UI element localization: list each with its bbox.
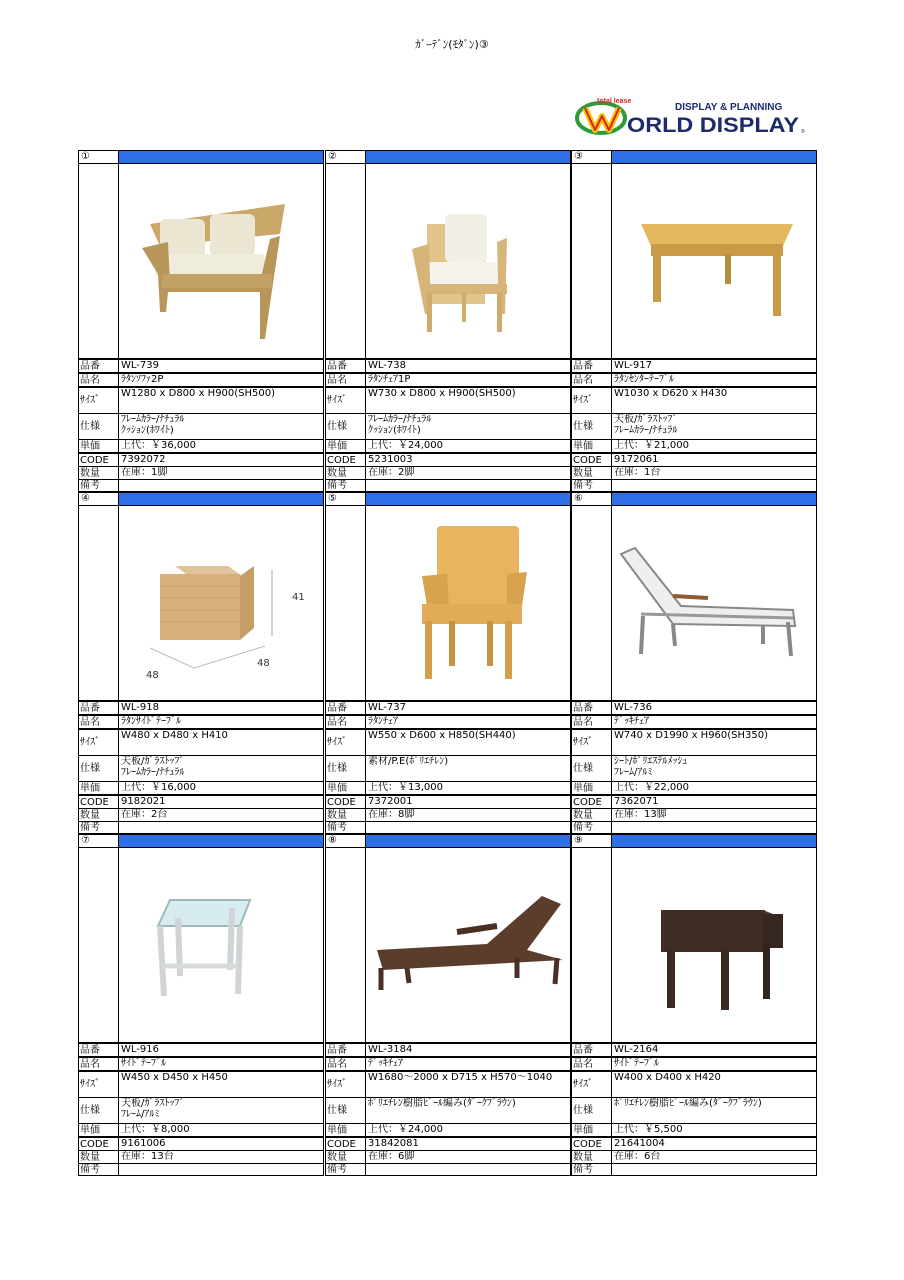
label-code: 品番 xyxy=(571,701,612,715)
value-note xyxy=(611,479,817,492)
label-size: ｻｲｽﾞ xyxy=(78,387,119,414)
image-margin-cell xyxy=(325,847,366,1043)
label-price: 単価 xyxy=(78,1123,119,1137)
label-barcode: CODE xyxy=(571,453,612,467)
value-spec: 天板/ｶﾞﾗｽﾄｯﾌﾟ ﾌﾚｰﾑｶﾗｰ/ﾅﾁｭﾗﾙ xyxy=(118,755,324,782)
label-spec: 仕様 xyxy=(325,413,366,440)
value-note xyxy=(611,1163,817,1176)
label-spec: 仕様 xyxy=(571,413,612,440)
header-bar xyxy=(365,834,571,848)
value-barcode: 9182021 xyxy=(118,795,324,809)
value-spec: ｼｰﾄ/ﾎﾟﾘｴｽﾃﾙﾒｯｼｭ ﾌﾚｰﾑ/ｱﾙﾐ xyxy=(611,755,817,782)
value-price: 上代：￥13,000 xyxy=(365,781,571,795)
product-card xyxy=(78,834,324,1176)
value-note xyxy=(611,821,817,834)
label-spec: 仕様 xyxy=(325,755,366,782)
label-size: ｻｲｽﾞ xyxy=(571,387,612,414)
rattan-chair-icon xyxy=(367,506,571,700)
header-bar xyxy=(365,150,571,164)
label-note: 備考 xyxy=(325,821,366,834)
label-qty: 数量 xyxy=(571,1150,612,1164)
value-barcode: 31842081 xyxy=(365,1137,571,1151)
value-qty: 在庫：13台 xyxy=(118,1150,324,1164)
header-bar xyxy=(118,150,324,164)
label-name: 品名 xyxy=(325,373,366,387)
label-note: 備考 xyxy=(571,1163,612,1176)
label-size: ｻｲｽﾞ xyxy=(325,1071,366,1098)
label-spec: 仕様 xyxy=(325,1097,366,1124)
label-name: 品名 xyxy=(571,373,612,387)
header-bar xyxy=(118,492,324,506)
value-spec: 天板/ｶﾞﾗｽﾄｯﾌﾟ ﾌﾚｰﾑｶﾗｰ/ﾅﾁｭﾗﾙ xyxy=(611,413,817,440)
value-qty: 在庫：6脚 xyxy=(365,1150,571,1164)
value-barcode: 7392072 xyxy=(118,453,324,467)
value-qty: 在庫：2脚 xyxy=(365,466,571,480)
logo-name: ORLD DISPLAY xyxy=(627,114,799,137)
value-spec: ﾌﾚｰﾑｶﾗｰ/ﾅﾁｭﾗﾙ ｸｯｼｮﾝ(ﾎﾜｲﾄ) xyxy=(118,413,324,440)
value-code: WL-916 xyxy=(118,1043,324,1057)
label-price: 単価 xyxy=(325,439,366,453)
label-size: ｻｲｽﾞ xyxy=(325,729,366,756)
label-price: 単価 xyxy=(571,439,612,453)
label-code: 品番 xyxy=(571,359,612,373)
image-margin-cell xyxy=(325,163,366,359)
image-margin-cell xyxy=(571,163,612,359)
item-number: ③ xyxy=(571,150,612,164)
item-number: ⑨ xyxy=(571,834,612,848)
label-name: 品名 xyxy=(78,715,119,729)
value-size: W450 x D450 x H450 xyxy=(118,1071,324,1098)
label-price: 単価 xyxy=(325,781,366,795)
value-name: ﾗﾀﾝﾁｪｱ xyxy=(365,715,571,729)
value-spec: 天板/ｶﾞﾗｽﾄｯﾌﾟ ﾌﾚｰﾑ/ｱﾙﾐ xyxy=(118,1097,324,1124)
product-card xyxy=(325,150,571,492)
label-note: 備考 xyxy=(571,821,612,834)
item-number: ⑧ xyxy=(325,834,366,848)
value-barcode: 21641004 xyxy=(611,1137,817,1151)
label-size: ｻｲｽﾞ xyxy=(78,729,119,756)
value-note xyxy=(118,821,324,834)
value-price: 上代：￥8,000 xyxy=(118,1123,324,1137)
label-price: 単価 xyxy=(78,439,119,453)
label-name: 品名 xyxy=(325,715,366,729)
value-code: WL-917 xyxy=(611,359,817,373)
value-name: ﾃﾞｯｷﾁｪｱ xyxy=(365,1057,571,1071)
label-size: ｻｲｽﾞ xyxy=(571,1071,612,1098)
value-price: 上代：￥24,000 xyxy=(365,439,571,453)
label-price: 単価 xyxy=(571,781,612,795)
mesh-lounger-icon xyxy=(613,506,817,700)
svg-text:48: 48 xyxy=(146,670,159,681)
value-barcode: 9172061 xyxy=(611,453,817,467)
label-spec: 仕様 xyxy=(78,755,119,782)
value-price: 上代：￥36,000 xyxy=(118,439,324,453)
value-code: WL-918 xyxy=(118,701,324,715)
rattan-sofa-icon xyxy=(120,164,324,358)
value-qty: 在庫：1台 xyxy=(611,466,817,480)
value-code: WL-739 xyxy=(118,359,324,373)
label-code: 品番 xyxy=(571,1043,612,1057)
image-margin-cell xyxy=(78,163,119,359)
label-qty: 数量 xyxy=(325,808,366,822)
header-bar xyxy=(365,492,571,506)
value-name: ｻｲﾄﾞﾃｰﾌﾞﾙ xyxy=(118,1057,324,1071)
label-price: 単価 xyxy=(325,1123,366,1137)
label-code: 品番 xyxy=(325,359,366,373)
label-price: 単価 xyxy=(571,1123,612,1137)
value-qty: 在庫：13脚 xyxy=(611,808,817,822)
label-name: 品名 xyxy=(325,1057,366,1071)
wicker-lounger-icon xyxy=(367,848,571,1042)
value-name: ﾃﾞｯｷﾁｪｱ xyxy=(611,715,817,729)
value-size: W550 x D600 x H850(SH440) xyxy=(365,729,571,756)
label-spec: 仕様 xyxy=(571,755,612,782)
value-note xyxy=(118,479,324,492)
value-size: W730 x D800 x H900(SH500) xyxy=(365,387,571,414)
value-name: ｻｲﾄﾞﾃｰﾌﾞﾙ xyxy=(611,1057,817,1071)
value-name: ﾗﾀﾝｻｲﾄﾞﾃｰﾌﾞﾙ xyxy=(118,715,324,729)
image-margin-cell xyxy=(325,505,366,701)
product-card xyxy=(325,492,571,834)
value-price: 上代：￥22,000 xyxy=(611,781,817,795)
label-price: 単価 xyxy=(78,781,119,795)
label-barcode: CODE xyxy=(325,1137,366,1151)
value-barcode: 7372001 xyxy=(365,795,571,809)
logo-tagline: DISPLAY & PLANNING xyxy=(675,102,783,113)
value-barcode: 7362071 xyxy=(611,795,817,809)
label-qty: 数量 xyxy=(571,808,612,822)
label-spec: 仕様 xyxy=(78,413,119,440)
label-note: 備考 xyxy=(78,1163,119,1176)
value-qty: 在庫：6台 xyxy=(611,1150,817,1164)
label-note: 備考 xyxy=(325,479,366,492)
label-code: 品番 xyxy=(325,701,366,715)
product-card xyxy=(571,492,817,834)
rattan-armchair-icon xyxy=(367,164,571,358)
center-table-icon xyxy=(613,164,817,358)
label-note: 備考 xyxy=(78,821,119,834)
header-bar xyxy=(611,492,817,506)
item-number: ⑦ xyxy=(78,834,119,848)
image-margin-cell xyxy=(78,847,119,1043)
label-size: ｻｲｽﾞ xyxy=(571,729,612,756)
value-spec: 素材/P.E(ﾎﾟﾘｴﾁﾚﾝ) xyxy=(365,755,571,782)
value-size: W1030 x D620 x H430 xyxy=(611,387,817,414)
value-qty: 在庫：8脚 xyxy=(365,808,571,822)
label-barcode: CODE xyxy=(571,1137,612,1151)
label-qty: 数量 xyxy=(571,466,612,480)
value-note xyxy=(365,821,571,834)
product-card xyxy=(571,150,817,492)
value-size: W740 x D1990 x H960(SH350) xyxy=(611,729,817,756)
label-note: 備考 xyxy=(571,479,612,492)
header-bar xyxy=(611,150,817,164)
value-code: WL-2164 xyxy=(611,1043,817,1057)
label-size: ｻｲｽﾞ xyxy=(325,387,366,414)
product-card xyxy=(571,834,817,1176)
value-name: ﾗﾀﾝｾﾝﾀｰﾃｰﾌﾞﾙ xyxy=(611,373,817,387)
svg-text:48: 48 xyxy=(257,658,270,669)
label-barcode: CODE xyxy=(325,453,366,467)
label-barcode: CODE xyxy=(78,795,119,809)
side-table-icon xyxy=(120,506,324,700)
label-name: 品名 xyxy=(78,373,119,387)
image-margin-cell xyxy=(78,505,119,701)
item-number: ⑥ xyxy=(571,492,612,506)
label-spec: 仕様 xyxy=(78,1097,119,1124)
value-spec: ﾌﾚｰﾑｶﾗｰ/ﾅﾁｭﾗﾙ ｸｯｼｮﾝ(ﾎﾜｲﾄ) xyxy=(365,413,571,440)
value-note xyxy=(365,1163,571,1176)
value-size: W400 x D400 x H420 xyxy=(611,1071,817,1098)
header-bar xyxy=(611,834,817,848)
value-name: ﾗﾀﾝﾁｪｱ1P xyxy=(365,373,571,387)
value-size: W480 x D480 x H410 xyxy=(118,729,324,756)
world-display-logo xyxy=(575,96,807,138)
value-name: ﾗﾀﾝｿﾌｧ2P xyxy=(118,373,324,387)
product-card xyxy=(325,834,571,1176)
product-grid xyxy=(78,150,818,1178)
label-note: 備考 xyxy=(325,1163,366,1176)
label-barcode: CODE xyxy=(325,795,366,809)
value-code: WL-737 xyxy=(365,701,571,715)
item-number: ② xyxy=(325,150,366,164)
label-qty: 数量 xyxy=(325,1150,366,1164)
wicker-side-table-icon xyxy=(613,848,817,1042)
value-code: WL-3184 xyxy=(365,1043,571,1057)
value-note xyxy=(365,479,571,492)
page-title: ｶﾞｰﾃﾞﾝ(ﾓﾀﾞﾝ)③ xyxy=(415,38,489,51)
label-note: 備考 xyxy=(78,479,119,492)
item-number: ① xyxy=(78,150,119,164)
label-code: 品番 xyxy=(78,1043,119,1057)
label-qty: 数量 xyxy=(78,466,119,480)
label-spec: 仕様 xyxy=(571,1097,612,1124)
svg-text:41: 41 xyxy=(292,592,305,603)
value-spec: ﾎﾟﾘｴﾁﾚﾝ樹脂ﾋﾞｰﾙ編み(ﾀﾞｰｸﾌﾞﾗｳﾝ) xyxy=(365,1097,571,1124)
value-barcode: 5231003 xyxy=(365,453,571,467)
label-code: 品番 xyxy=(78,359,119,373)
header-bar xyxy=(118,834,324,848)
label-name: 品名 xyxy=(571,1057,612,1071)
value-note xyxy=(118,1163,324,1176)
label-code: 品番 xyxy=(78,701,119,715)
label-name: 品名 xyxy=(78,1057,119,1071)
logo-registered: ® xyxy=(801,129,805,135)
value-size: W1680～2000 x D715 x H570～1040 xyxy=(365,1071,571,1098)
value-qty: 在庫：1脚 xyxy=(118,466,324,480)
value-price: 上代：￥16,000 xyxy=(118,781,324,795)
item-number: ④ xyxy=(78,492,119,506)
label-code: 品番 xyxy=(325,1043,366,1057)
value-spec: ﾎﾟﾘｴﾁﾚﾝ樹脂ﾋﾞｰﾙ編み(ﾀﾞｰｸﾌﾞﾗｳﾝ) xyxy=(611,1097,817,1124)
value-code: WL-738 xyxy=(365,359,571,373)
value-price: 上代：￥21,000 xyxy=(611,439,817,453)
value-code: WL-736 xyxy=(611,701,817,715)
product-card xyxy=(78,150,324,492)
image-margin-cell xyxy=(571,847,612,1043)
image-margin-cell xyxy=(571,505,612,701)
glass-side-table-icon xyxy=(120,848,324,1042)
label-barcode: CODE xyxy=(571,795,612,809)
value-price: 上代：￥24,000 xyxy=(365,1123,571,1137)
item-number: ⑤ xyxy=(325,492,366,506)
label-size: ｻｲｽﾞ xyxy=(78,1071,119,1098)
label-barcode: CODE xyxy=(78,453,119,467)
label-qty: 数量 xyxy=(78,808,119,822)
value-barcode: 9161006 xyxy=(118,1137,324,1151)
label-qty: 数量 xyxy=(325,466,366,480)
label-name: 品名 xyxy=(571,715,612,729)
product-card xyxy=(78,492,324,834)
value-qty: 在庫：2台 xyxy=(118,808,324,822)
logo-top-text: total lease xyxy=(597,98,632,105)
label-qty: 数量 xyxy=(78,1150,119,1164)
value-price: 上代：￥5,500 xyxy=(611,1123,817,1137)
value-size: W1280 x D800 x H900(SH500) xyxy=(118,387,324,414)
label-barcode: CODE xyxy=(78,1137,119,1151)
